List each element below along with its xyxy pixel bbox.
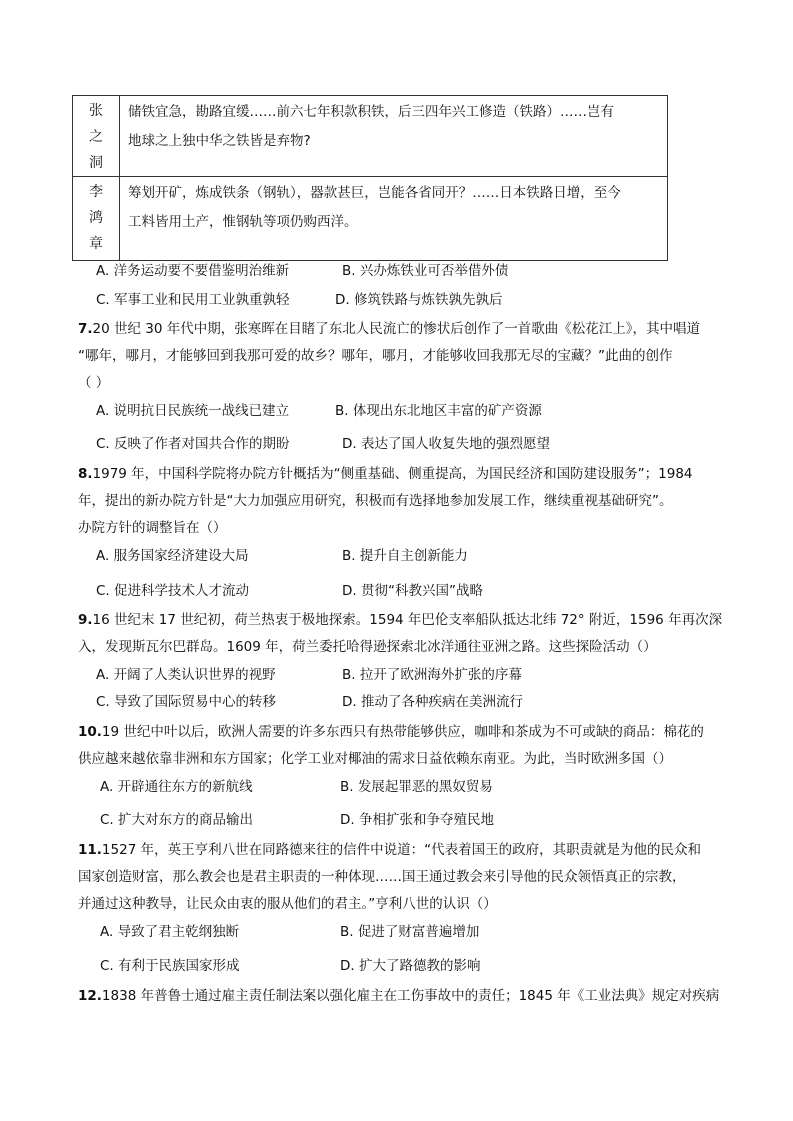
q7-stem-line-2: “哪年，哪月，才能够回到我那可爱的故乡？哪年，哪月，才能够收回我那无尽的宝藏？”此曲的创作 xyxy=(78,348,673,364)
q8-stem-line-3: 办院方针的调整旨在（） xyxy=(78,520,227,536)
question-number: 7. xyxy=(78,321,93,337)
speaker-li-hongzhang xyxy=(73,177,120,261)
stem-text: 1527 年，英王亨利八世在同路德来往的信件中说道：“代表着国王的政府，其职责就是为他的民众和 xyxy=(101,842,702,858)
speaker-char: 之 xyxy=(89,129,103,145)
q6-option-a[interactable]: A. 洋务运动要不要借鉴明治维新 xyxy=(96,263,290,279)
question-number: 9. xyxy=(78,612,93,628)
q9-stem-line-2: 入，发现斯瓦尔巴群岛。1609 年，荷兰委托哈得逊探索北冰洋通往亚洲之路。这些探险活动（） xyxy=(78,639,657,655)
question-number: 8. xyxy=(78,466,93,482)
q11-stem-line-1 xyxy=(78,840,701,860)
q11-stem-line-3: 并通过这种教导，让民众由衷的服从他们的君主。”亨利八世的认识（） xyxy=(78,896,497,912)
speaker-zhang-zhidong xyxy=(73,96,120,177)
q7-stem-line-1 xyxy=(78,319,700,339)
speaker-char: 鸿 xyxy=(89,210,103,226)
q11-stem-line-2: 国家创造财富，那么教会也是君主职责的一种体现……国王通过教会来引导他的民众领悟真正的宗教， xyxy=(78,869,686,885)
question-number: 11. xyxy=(78,842,102,858)
q8-option-c[interactable]: C. 促进科学技术人才流动 xyxy=(96,583,250,599)
stem-text: 20 世纪 30 年代中期，张寒晖在目睹了东北人民流亡的惨状后创作了一首歌曲《松花江上》，其中唱道 xyxy=(92,321,701,337)
q10-stem-line-1 xyxy=(78,722,704,742)
q7-option-a[interactable]: A. 说明抗日民族统一战线已建立 xyxy=(96,403,290,419)
q8-stem-line-2: 年，提出的新办院方针是“大力加强应用研究，积极而有选择地参加发展工作，继续重视基础研究”。 xyxy=(78,493,673,509)
q8-stem-line-1 xyxy=(78,464,693,484)
speaker-char: 洞 xyxy=(89,155,103,171)
stem-text: 1979 年，中国科学院将办院方针概括为“侧重基础、侧重提高，为国民经济和国防建设服务”；1984 xyxy=(92,466,693,482)
quote-line: 储铁宜急，勘路宜缓……前六七年积款积铁，后三四年兴工修造（铁路）……岂有 xyxy=(128,104,614,120)
q10-option-b[interactable]: B. 发展起罪恶的黑奴贸易 xyxy=(340,779,493,795)
q8-option-a[interactable]: A. 服务国家经济建设大局 xyxy=(96,548,249,564)
question-number: 12. xyxy=(78,988,102,1004)
q10-option-c[interactable]: C. 扩大对东方的商品输出 xyxy=(100,812,254,828)
quote-line: 筹划开矿，炼成铁条（钢轨），器款甚巨，岂能各省同开？……日本铁路日增，至今 xyxy=(128,185,621,201)
q11-option-d[interactable]: D. 扩大了路德教的影响 xyxy=(340,958,481,974)
q9-option-d[interactable]: D. 推动了各种疾病在美洲流行 xyxy=(342,694,523,710)
quote-zhang-zhidong xyxy=(120,96,668,177)
stem-text: 1838 年普鲁士通过雇主责任制法案以强化雇主在工伤事故中的责任；1845 年《工业法典》规定对疾病 xyxy=(101,988,720,1004)
table-row xyxy=(73,177,668,261)
q9-option-b[interactable]: B. 拉开了欧洲海外扩张的序幕 xyxy=(342,667,522,683)
table-row xyxy=(73,96,668,177)
question-number: 10. xyxy=(78,724,102,740)
q7-option-c[interactable]: C. 反映了作者对国共合作的期盼 xyxy=(96,436,290,452)
quote-line: 工料皆用土产，惟钢轨等项仍购西洋。 xyxy=(128,214,358,230)
stem-text: 19 世纪中叶以后，欧洲人需要的许多东西只有热带能够供应，咖啡和茶成为不可或缺的商品：棉花的 xyxy=(101,724,704,740)
q7-option-b[interactable]: B. 体现出东北地区丰富的矿产资源 xyxy=(335,403,542,419)
q11-option-a[interactable]: A. 导致了君主乾纲独断 xyxy=(100,924,240,940)
q11-option-c[interactable]: C. 有利于民族国家形成 xyxy=(100,958,240,974)
speaker-char: 李 xyxy=(89,184,103,200)
q6-option-d[interactable]: D. 修筑铁路与炼铁孰先孰后 xyxy=(335,292,503,308)
q7-stem-line-3: （ ） xyxy=(78,375,110,391)
q8-option-d[interactable]: D. 贯彻“科教兴国”战略 xyxy=(342,583,483,599)
q9-option-c[interactable]: C. 导致了国际贸易中心的转移 xyxy=(96,694,277,710)
speaker-char: 张 xyxy=(89,103,103,119)
quote-line: 地球之上独中华之铁皆是弃物? xyxy=(128,133,311,149)
q7-option-d[interactable]: D. 表达了国人收复失地的强烈愿望 xyxy=(342,436,550,452)
q8-option-b[interactable]: B. 提升自主创新能力 xyxy=(342,548,468,564)
q11-option-b[interactable]: B. 促进了财富普遍增加 xyxy=(340,924,480,940)
stem-text: 16 世纪末 17 世纪初，荷兰热衷于极地探索。1594 年巴伦支率船队抵达北纬 72° 附近，1596 年再次深 xyxy=(92,612,723,628)
q6-option-b[interactable]: B. 兴办炼铁业可否举借外债 xyxy=(342,263,509,279)
speaker-char: 章 xyxy=(89,236,103,252)
q9-stem-line-1 xyxy=(78,610,722,630)
quote-li-hongzhang xyxy=(120,177,668,261)
quote-table xyxy=(72,95,668,261)
q10-option-a[interactable]: A. 开辟通往东方的新航线 xyxy=(100,779,253,795)
q10-option-d[interactable]: D. 争相扩张和争夺殖民地 xyxy=(340,812,494,828)
q6-option-c[interactable]: C. 军事工业和民用工业孰重孰轻 xyxy=(96,292,290,308)
q9-option-a[interactable]: A. 开阔了人类认识世界的视野 xyxy=(96,667,276,683)
q10-stem-line-2: 供应越来越依靠非洲和东方国家；化学工业对椰油的需求日益依赖东南亚。为此，当时欧洲多国（） xyxy=(78,751,672,767)
q12-stem-line-1 xyxy=(78,986,719,1006)
